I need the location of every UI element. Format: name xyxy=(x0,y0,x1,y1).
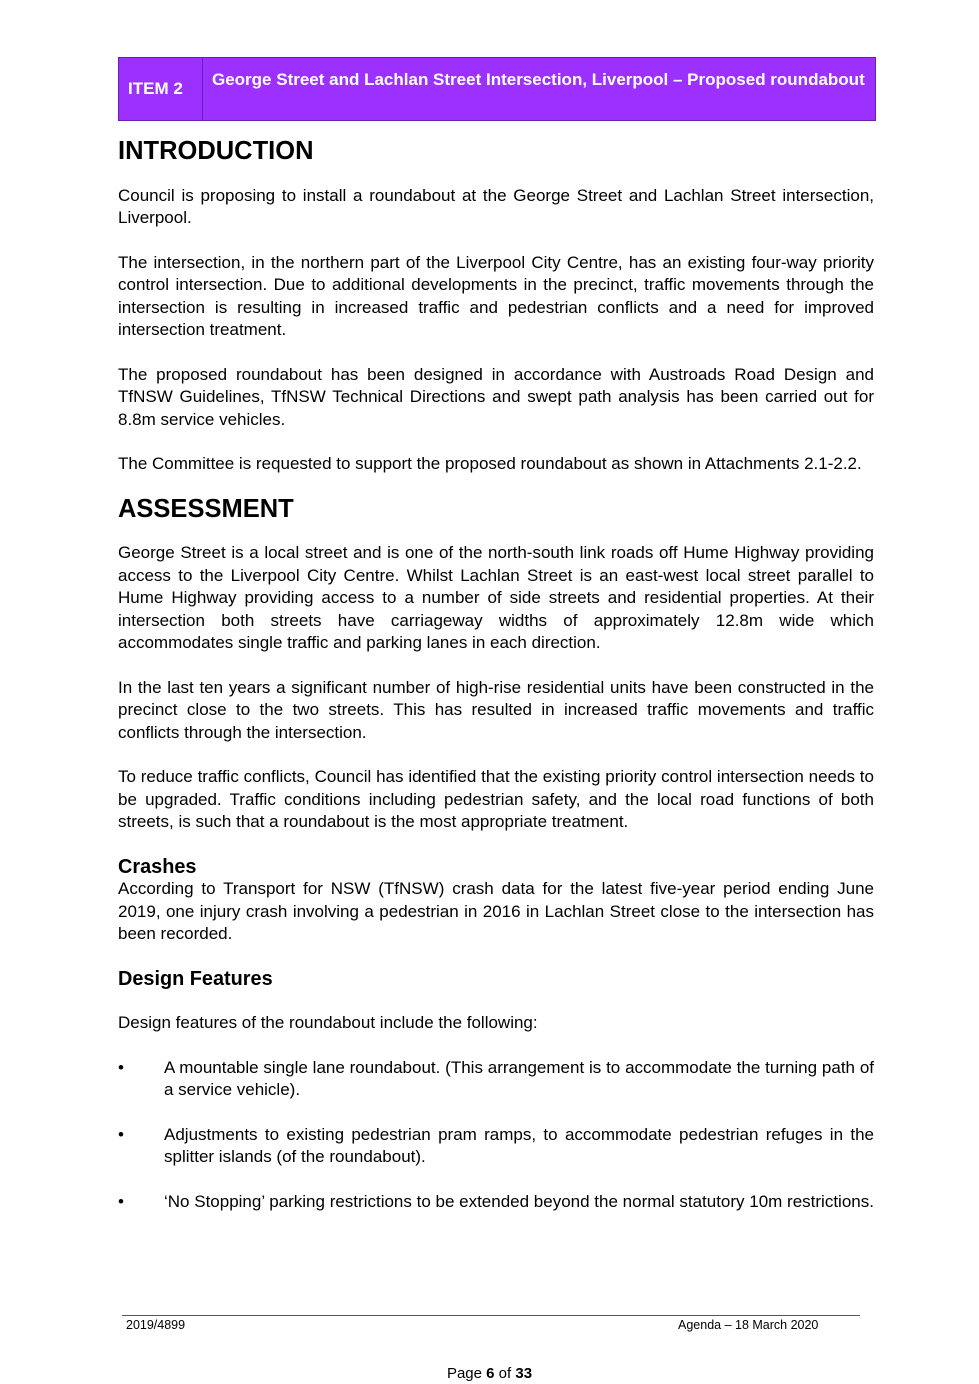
intro-paragraph-4: The Committee is requested to support the proposed roundabout as shown in Attachments 2.1-2.2. xyxy=(118,454,862,473)
document-body xyxy=(118,137,874,1235)
footer-reference: 2019/4899 xyxy=(126,1318,186,1332)
assessment-paragraph-2: In the last ten years a significant number of high-rise residential units have been constructed in the precinct close to the two streets. This has resulted in increased traffic movements and traffic conflicts through the intersection. xyxy=(118,677,874,742)
item-header xyxy=(118,57,876,121)
list-item-text: Adjustments to existing pedestrian pram ramps, to accommodate pedestrian refuges in the splitter islands (of the roundabout). xyxy=(164,1124,874,1166)
assessment-heading: ASSESSMENT xyxy=(118,494,294,523)
list-item-text: ‘No Stopping’ parking restrictions to be extended beyond the normal statutory 10m restrictions. xyxy=(164,1191,874,1211)
list-item xyxy=(118,1124,874,1169)
intro-paragraph-3: The proposed roundabout has been designed in accordance with Austroads Road Design and TfNSW Guidelines, TfNSW Technical Directions and swept path analysis has been carried out for 8.8m service vehicles. xyxy=(118,364,874,429)
list-item xyxy=(118,1057,874,1102)
bullet-icon: • xyxy=(118,1057,124,1077)
design-features-intro: Design features of the roundabout include the following: xyxy=(118,1013,538,1032)
item-label: ITEM 2 xyxy=(119,58,203,120)
footer-agenda-date: Agenda – 18 March 2020 xyxy=(678,1318,819,1332)
crashes-heading: Crashes xyxy=(118,855,197,878)
list-item xyxy=(118,1191,874,1214)
design-features-heading: Design Features xyxy=(118,967,273,990)
introduction-heading: INTRODUCTION xyxy=(118,137,314,165)
bullet-icon: • xyxy=(118,1124,124,1144)
intro-paragraph-1: Council is proposing to install a roundabout at the George Street and Lachlan Street intersection, Liverpool. xyxy=(118,185,874,227)
assessment-paragraph-1: George Street is a local street and is one of the north-south link roads off Hume Highway providing access to the Liverpool City Centre. Whilst Lachlan Street is an east-west local street parallel to Hume Highway providing access to a number of side streets and residential properties. At their intersection both streets have carriageway widths of approximately 12.8m wide which accommodates single traffic and parking lanes in each direction. xyxy=(118,543,874,652)
page-current: 6 xyxy=(486,1365,495,1382)
item-title: George Street and Lachlan Street Intersection, Liverpool – Proposed roundabout xyxy=(212,70,865,89)
assessment-paragraph-3: To reduce traffic conflicts, Council has identified that the existing priority control intersection needs to be upgraded. Traffic conditions including pedestrian safety, and the local road functions of both streets, is such that a roundabout is the most appropriate treatment. xyxy=(118,767,874,831)
page-prefix: Page xyxy=(446,1365,482,1382)
footer-divider xyxy=(122,1315,860,1316)
page-of: of xyxy=(498,1365,512,1382)
bullet-icon: • xyxy=(118,1191,124,1211)
design-features-list xyxy=(118,1057,874,1214)
page-total: 33 xyxy=(515,1365,533,1382)
crashes-paragraph: According to Transport for NSW (TfNSW) crash data for the latest five-year period ending June 2019, one injury crash involving a pedestrian in 2016 in Lachlan Street close to the intersection has been recorded. xyxy=(118,879,874,943)
list-item-text: A mountable single lane roundabout. (This arrangement is to accommodate the turning path of a service vehicle). xyxy=(164,1057,874,1099)
intro-paragraph-2: The intersection, in the northern part of the Liverpool City Centre, has an existing four-way priority control intersection. Due to additional developments in the precinct, traffic movements through the intersection is resulting in increased traffic and pedestrian conflicts and a need for improved intersection treatment. xyxy=(118,252,874,339)
page-number xyxy=(0,1365,979,1382)
